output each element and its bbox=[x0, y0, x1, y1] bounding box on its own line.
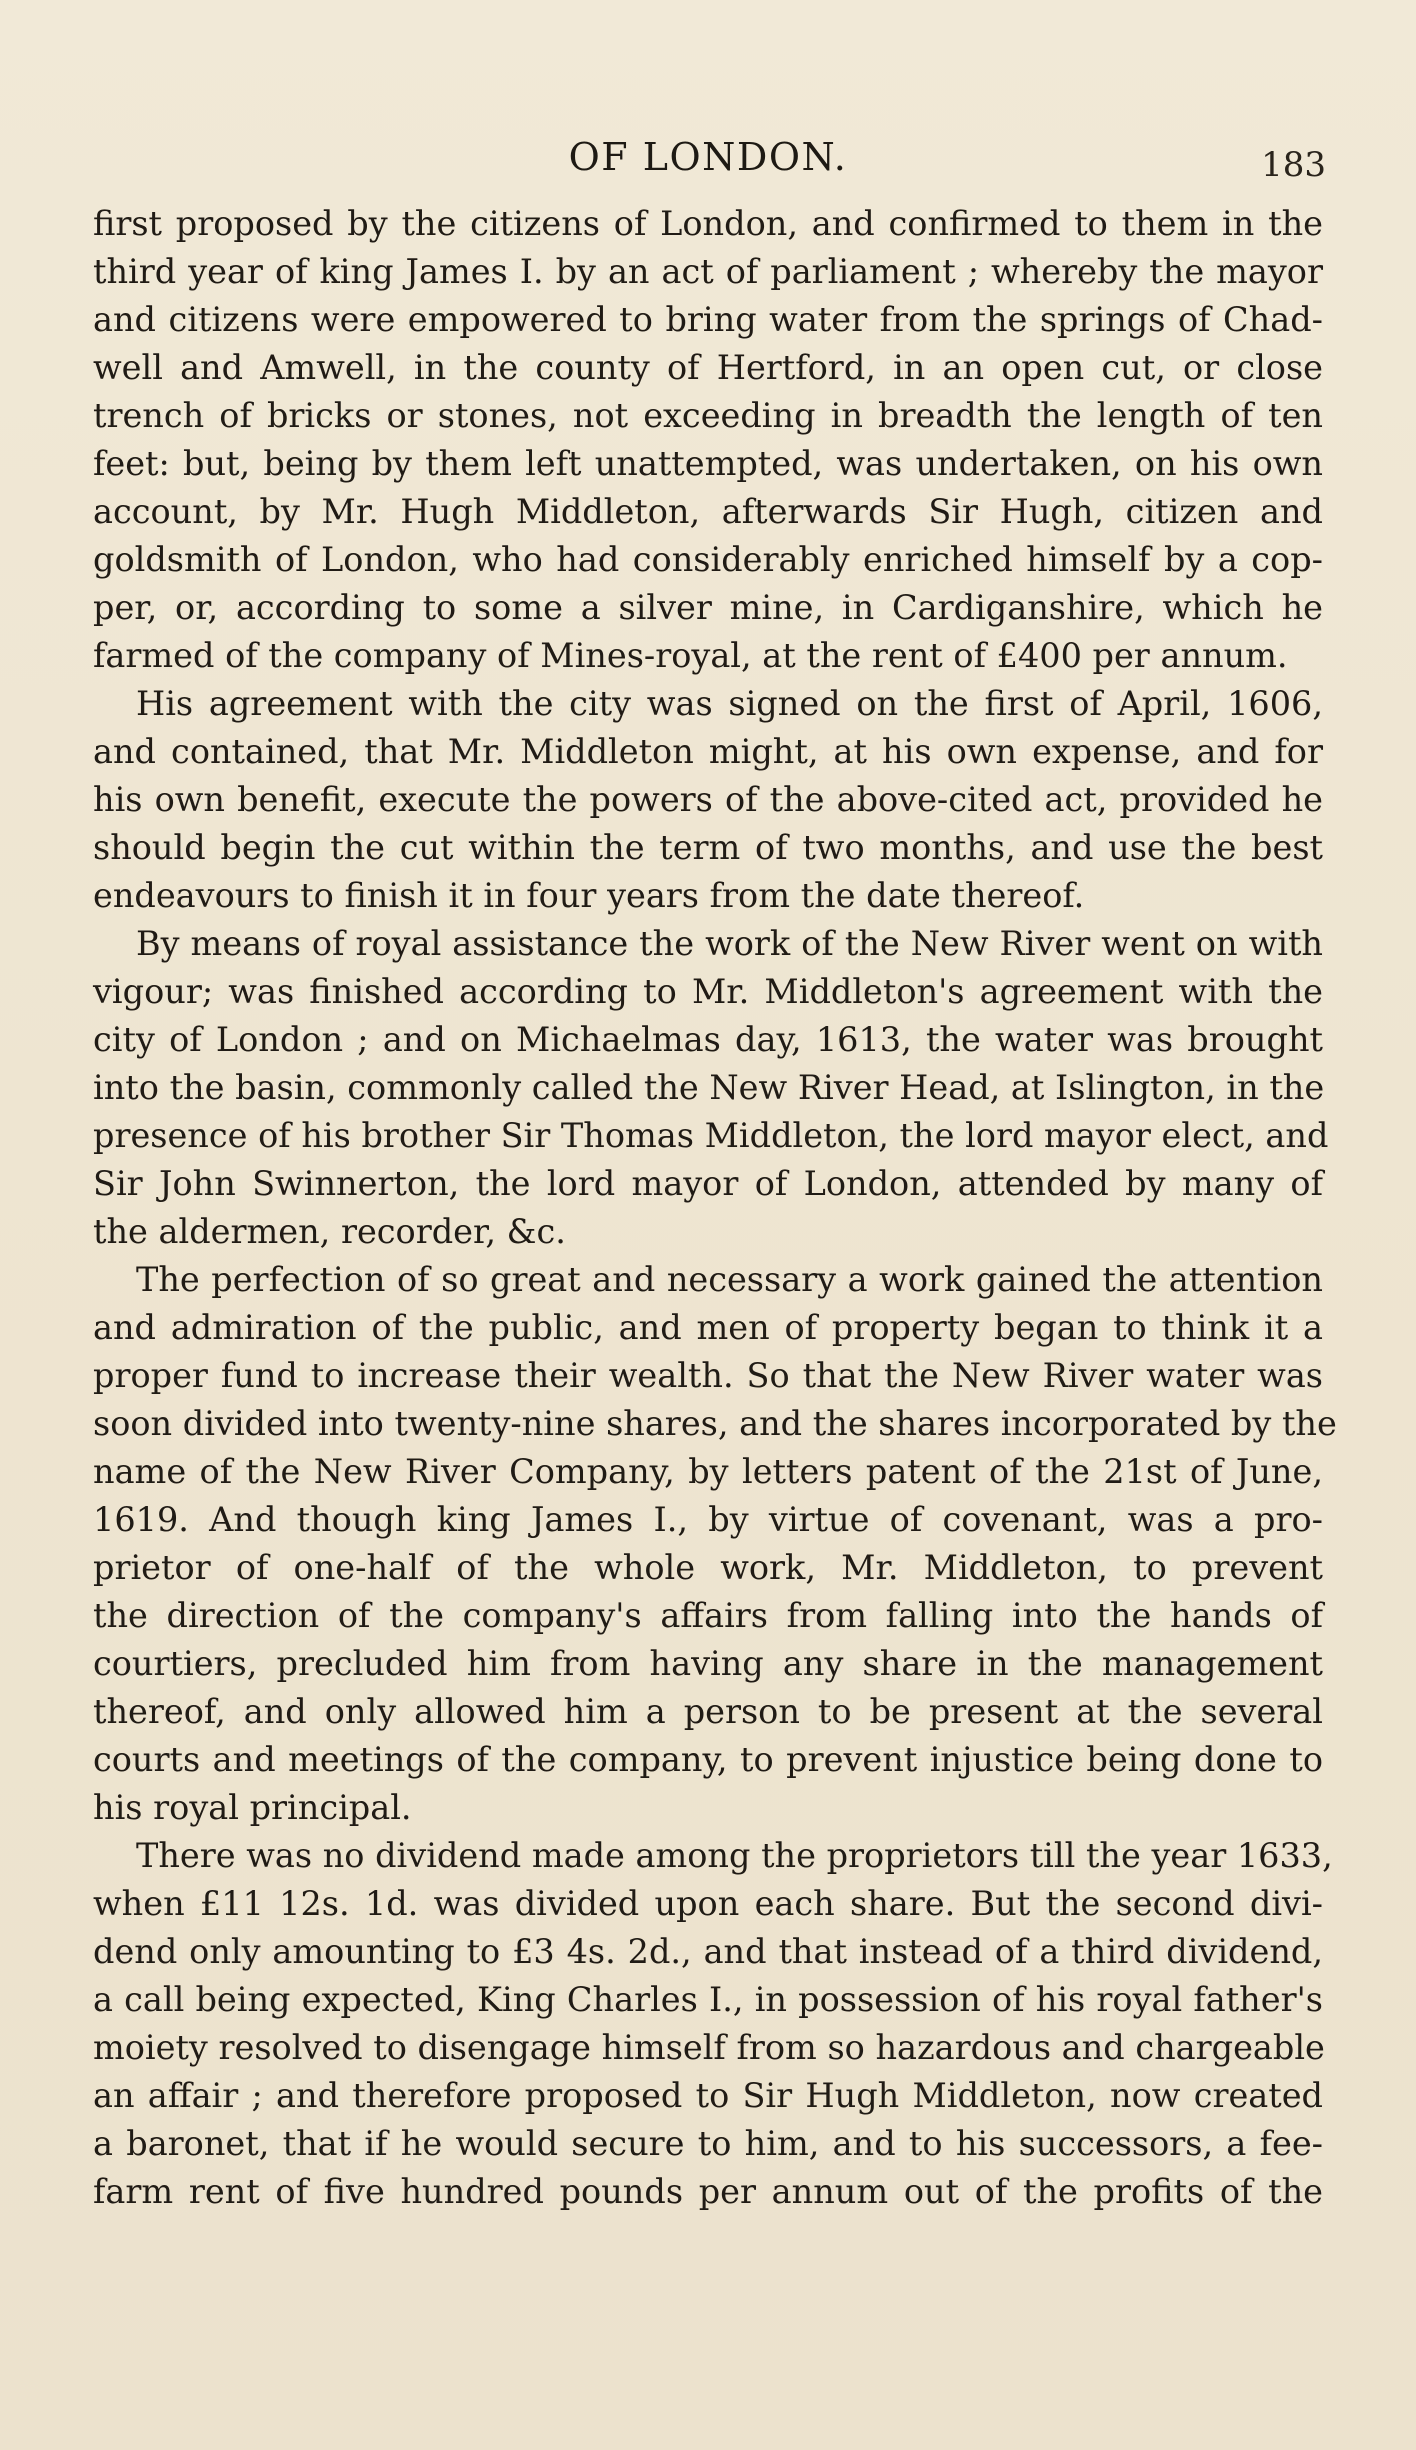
text-line: well and Amwell, in the county of Hertford, in an open cut, or close bbox=[93, 348, 1323, 387]
running-head: OF LONDON. bbox=[568, 135, 848, 179]
text-line: third year of king James I. by an act of parliament ; whereby the mayor bbox=[93, 252, 1323, 291]
text-line: name of the New River Company, by letters patent of the 21st of June, bbox=[93, 1452, 1323, 1491]
text-line: into the basin, commonly called the New River Head, at Islington, in the bbox=[93, 1068, 1325, 1107]
text-line: per, or, according to some a silver mine, in Cardiganshire, which he bbox=[93, 588, 1323, 627]
text-line: city of London ; and on Michaelmas day, 1613, the water was brought bbox=[93, 1020, 1323, 1059]
text-line: his royal principal. bbox=[93, 1788, 412, 1827]
text-line: vigour; was finished according to Mr. Middleton's agreement with the bbox=[93, 972, 1323, 1011]
text-line: soon divided into twenty-nine shares, and the shares incorporated by the bbox=[93, 1404, 1337, 1443]
text-line: dend only amounting to £3 4s. 2d., and that instead of a third dividend, bbox=[93, 1932, 1323, 1971]
text-line: trench of bricks or stones, not exceeding in breadth the length of ten bbox=[93, 396, 1323, 435]
text-line: 1619. And though king James I., by virtue of covenant, was a pro- bbox=[93, 1500, 1323, 1539]
text-line: a call being expected, King Charles I., in possession of his royal father's bbox=[93, 1980, 1323, 2019]
text-line: moiety resolved to disengage himself from so hazardous and chargeable bbox=[93, 2028, 1325, 2067]
text-line: and citizens were empowered to bring water from the springs of Chad- bbox=[93, 300, 1323, 339]
text-line: thereof, and only allowed him a person to be present at the several bbox=[93, 1692, 1323, 1731]
text-line: a baronet, that if he would secure to him, and to his successors, a fee- bbox=[93, 2124, 1323, 2163]
text-line: There was no dividend made among the proprietors till the year 1633, bbox=[136, 1836, 1333, 1875]
body-text bbox=[93, 200, 1337, 2216]
text-line: the direction of the company's affairs from falling into the hands of bbox=[93, 1596, 1323, 1635]
text-line: and admiration of the public, and men of property began to think it a bbox=[93, 1308, 1323, 1347]
text-line: and contained, that Mr. Middleton might, at his own expense, and for bbox=[93, 732, 1323, 771]
text-line: an affair ; and therefore proposed to Sir Hugh Middleton, now created bbox=[93, 2076, 1323, 2115]
text-line: farm rent of five hundred pounds per annum out of the profits of the bbox=[93, 2172, 1323, 2211]
text-line: endeavours to finish it in four years from the date thereof. bbox=[93, 876, 1085, 915]
text-line: His agreement with the city was signed on the first of April, 1606, bbox=[136, 684, 1323, 723]
text-line: goldsmith of London, who had considerably enriched himself by a cop- bbox=[93, 540, 1323, 579]
text-line: the aldermen, recorder, &c. bbox=[93, 1212, 566, 1251]
page-header bbox=[0, 135, 1416, 195]
text-line: feet: but, being by them left unattempted, was undertaken, on his own bbox=[93, 444, 1323, 483]
text-line: prietor of one-half of the whole work, Mr. Middleton, to prevent bbox=[93, 1548, 1323, 1587]
text-line: courtiers, precluded him from having any share in the management bbox=[93, 1644, 1323, 1683]
text-line: By means of royal assistance the work of the New River went on with bbox=[136, 924, 1323, 963]
text-line: first proposed by the citizens of London, and confirmed to them in the bbox=[93, 204, 1323, 243]
page-number: 183 bbox=[1261, 145, 1326, 185]
text-line: Sir John Swinnerton, the lord mayor of London, attended by many of bbox=[93, 1164, 1323, 1203]
text-line: proper fund to increase their wealth. So that the New River water was bbox=[93, 1356, 1323, 1395]
text-line: account, by Mr. Hugh Middleton, afterwards Sir Hugh, citizen and bbox=[93, 492, 1323, 531]
text-line: should begin the cut within the term of two months, and use the best bbox=[93, 828, 1323, 867]
text-line: farmed of the company of Mines-royal, at the rent of £400 per annum. bbox=[93, 636, 1288, 675]
text-line: presence of his brother Sir Thomas Middleton, the lord mayor elect, and bbox=[93, 1116, 1329, 1155]
text-line: when £11 12s. 1d. was divided upon each share. But the second divi- bbox=[93, 1884, 1323, 1923]
text-line: courts and meetings of the company, to prevent injustice being done to bbox=[93, 1740, 1323, 1779]
text-line: The perfection of so great and necessary a work gained the attention bbox=[136, 1260, 1323, 1299]
text-line: his own benefit, execute the powers of the above-cited act, provided he bbox=[93, 780, 1323, 819]
